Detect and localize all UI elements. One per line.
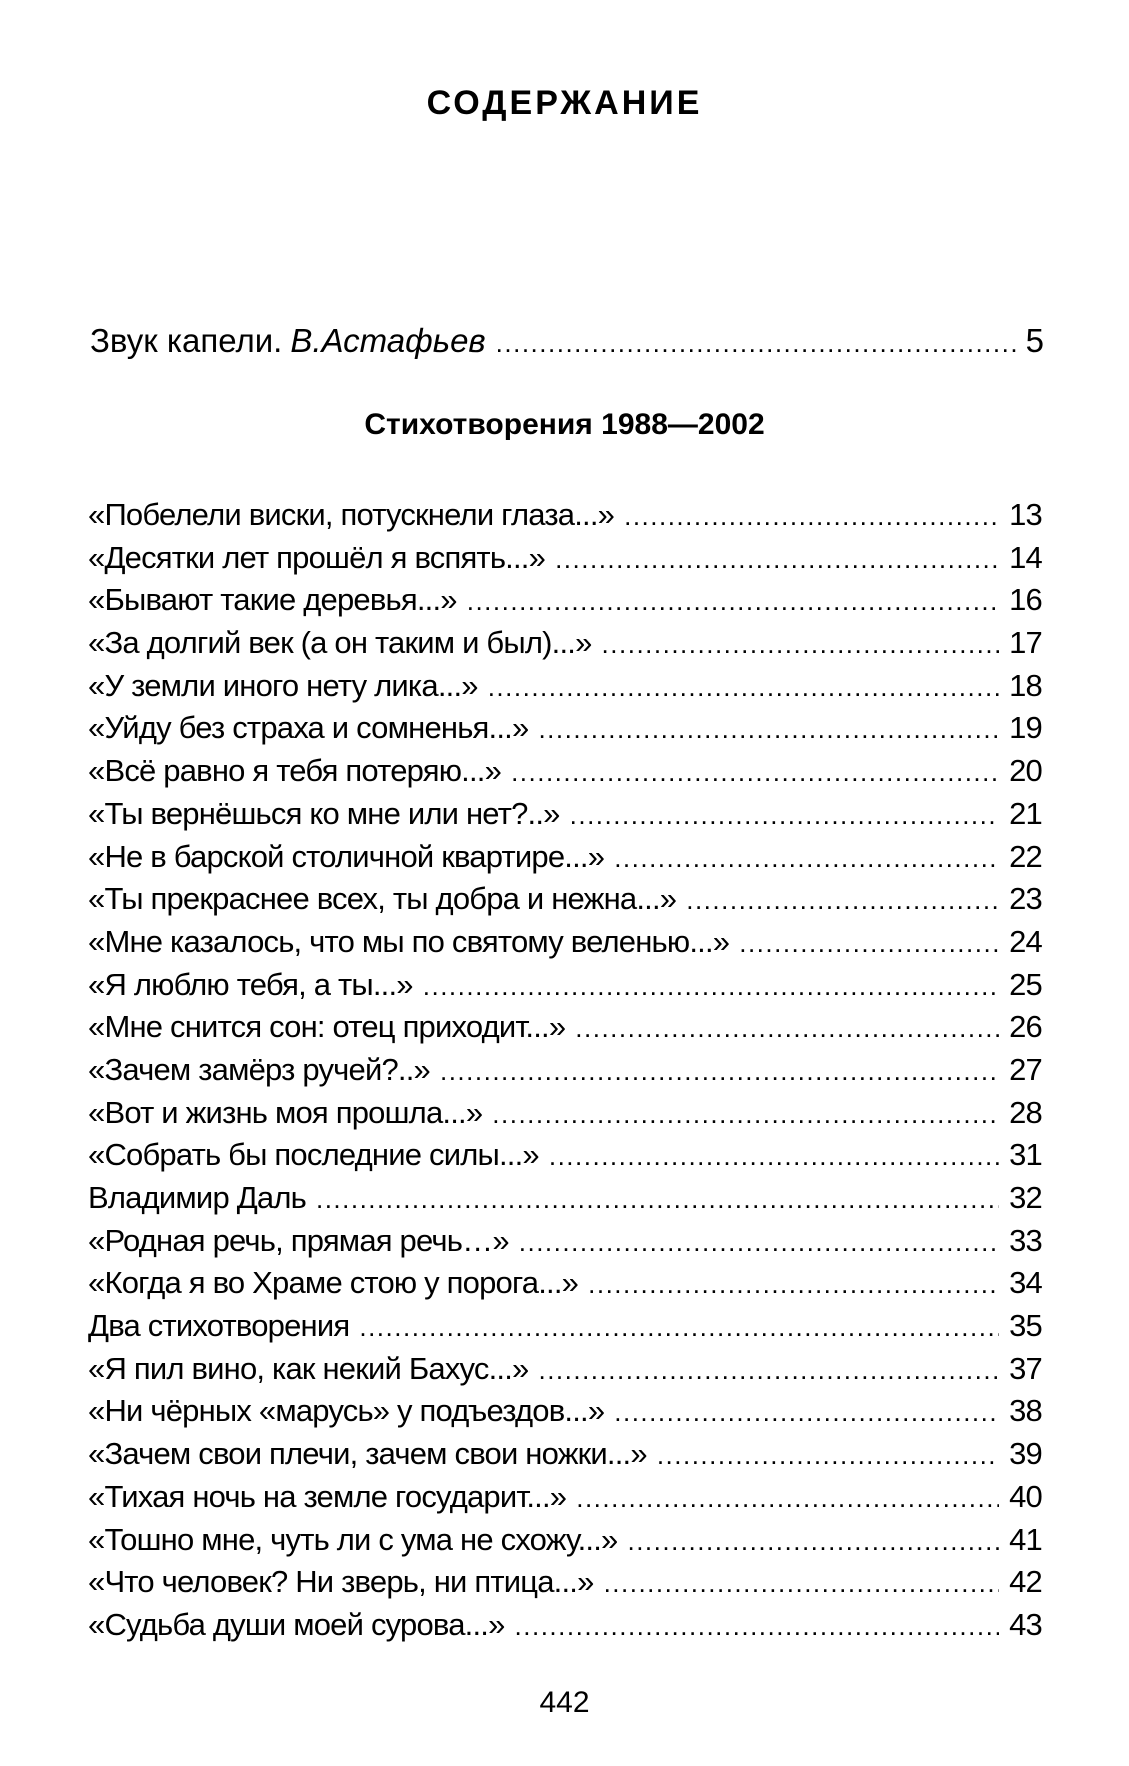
entry-title: «Когда я во Храме стою у порога...» xyxy=(88,1265,579,1301)
toc-entry xyxy=(88,1393,1042,1436)
entry-page-number: 25 xyxy=(1009,966,1042,1002)
entry-page-number: 13 xyxy=(1009,497,1042,532)
toc-entry xyxy=(88,1265,1042,1308)
entry-page-number: 35 xyxy=(1009,1308,1042,1344)
toc-entry xyxy=(88,1095,1042,1138)
entry-title: «Всё равно я тебя потеряю...» xyxy=(88,753,502,789)
entry-page-number: 33 xyxy=(1009,1222,1042,1258)
entry-title: «Ни чёрных «марусь» у подъездов...» xyxy=(88,1393,605,1429)
entry-page-number: 34 xyxy=(1009,1265,1042,1301)
dot-leader xyxy=(492,1099,999,1130)
dot-leader xyxy=(515,1611,1000,1642)
entry-title: «Бывают такие деревья...» xyxy=(88,582,457,618)
entry-page-number: 27 xyxy=(1009,1051,1042,1087)
toc-entry xyxy=(88,625,1042,668)
toc-list xyxy=(88,497,1042,1650)
entry-title: «Что человек? Ни зверь, ни птица...» xyxy=(88,1564,594,1600)
entry-title: «У земли иного нету лика...» xyxy=(88,667,478,703)
entry-title: «Вот и жизнь моя прошла...» xyxy=(88,1094,483,1130)
toc-intro-entry xyxy=(90,322,1044,366)
dot-leader xyxy=(570,800,999,831)
dot-leader xyxy=(604,1568,1000,1599)
intro-page-number: 5 xyxy=(1025,322,1044,359)
entry-title: «Тихая ночь на земле государит...» xyxy=(88,1478,567,1514)
entry-page-number: 24 xyxy=(1009,923,1042,959)
toc-entry xyxy=(88,1137,1042,1180)
dot-leader xyxy=(739,928,999,959)
toc-entry xyxy=(88,497,1042,540)
dot-leader xyxy=(467,586,999,617)
dot-leader xyxy=(316,1184,999,1215)
toc-entry xyxy=(88,1351,1042,1394)
entry-title: «Не в барской столичной квартире...» xyxy=(88,838,605,874)
entry-title: «Зачем свои плечи, зачем свои ножки...» xyxy=(88,1436,647,1472)
entry-title: «Мне снится сон: отец приходит...» xyxy=(88,1009,566,1045)
toc-entry xyxy=(88,668,1042,711)
entry-title: «Я пил вино, как некий Бахус...» xyxy=(88,1350,529,1386)
intro-title: Звук капели. xyxy=(90,322,283,359)
dot-leader xyxy=(575,1013,999,1044)
entry-title: «Зачем замёрз ручей?..» xyxy=(88,1051,430,1087)
entry-title: «Родная речь, прямая речь…» xyxy=(88,1222,509,1258)
toc-entry xyxy=(88,710,1042,753)
entry-page-number: 16 xyxy=(1009,582,1042,618)
dot-leader xyxy=(657,1440,999,1471)
toc-entry xyxy=(88,1479,1042,1522)
entry-page-number: 20 xyxy=(1009,753,1042,789)
entry-page-number: 37 xyxy=(1009,1350,1042,1386)
dot-leader xyxy=(538,1355,999,1386)
page-number-footer: 442 xyxy=(539,1686,590,1719)
toc-entry xyxy=(88,582,1042,625)
toc-entry xyxy=(88,1522,1042,1565)
entry-page-number: 42 xyxy=(1009,1564,1042,1600)
entry-page-number: 18 xyxy=(1009,667,1042,703)
dot-leader xyxy=(488,672,999,703)
entry-page-number: 28 xyxy=(1009,1094,1042,1130)
entry-title: «Уйду без страха и сомненья...» xyxy=(88,710,529,746)
dot-leader xyxy=(614,843,999,874)
toc-entry xyxy=(88,924,1042,967)
dot-leader xyxy=(440,1056,999,1087)
toc-entry xyxy=(88,839,1042,882)
intro-author: В.Астафьев xyxy=(290,322,486,359)
entry-page-number: 19 xyxy=(1009,710,1042,746)
entry-page-number: 23 xyxy=(1009,881,1042,917)
toc-entry xyxy=(88,967,1042,1010)
entry-page-number: 14 xyxy=(1009,539,1042,575)
entry-page-number: 40 xyxy=(1009,1478,1042,1514)
dot-leader xyxy=(686,885,999,916)
entry-title: «Я люблю тебя, а ты...» xyxy=(88,966,413,1002)
dot-leader xyxy=(627,1526,999,1557)
entry-title: Два стихотворения xyxy=(88,1308,350,1344)
entry-page-number: 41 xyxy=(1009,1521,1042,1557)
section-heading: Стихотворения 1988—2002 xyxy=(364,408,765,441)
dot-leader xyxy=(511,757,999,788)
dot-leader xyxy=(423,971,999,1002)
dot-leader xyxy=(614,1397,999,1428)
toc-entry xyxy=(88,881,1042,924)
dot-leader xyxy=(602,629,1000,660)
entry-page-number: 22 xyxy=(1009,838,1042,874)
entry-title: «Ты прекраснее всех, ты добра и нежна...» xyxy=(88,881,677,917)
entry-page-number: 17 xyxy=(1009,625,1042,661)
toc-entry xyxy=(88,1223,1042,1266)
dot-leader xyxy=(519,1227,999,1258)
toc-entry xyxy=(88,796,1042,839)
dot-leader xyxy=(359,1312,999,1343)
entry-page-number: 31 xyxy=(1009,1137,1042,1173)
entry-title: «Ты вернёшься ко мне или нет?..» xyxy=(88,795,560,831)
dot-leader xyxy=(496,328,1016,359)
dot-leader xyxy=(576,1483,999,1514)
dot-leader xyxy=(549,1141,999,1172)
entry-page-number: 21 xyxy=(1009,795,1042,831)
toc-entry xyxy=(88,1436,1042,1479)
entry-page-number: 38 xyxy=(1009,1393,1042,1429)
toc-entry xyxy=(88,1180,1042,1223)
toc-entry xyxy=(88,1009,1042,1052)
toc-entry xyxy=(88,540,1042,583)
entry-page-number: 32 xyxy=(1009,1180,1042,1215)
entry-title: «Мне казалось, что мы по святому веленью...» xyxy=(88,923,730,959)
entry-title: «Побелели виски, потускнели глаза...» xyxy=(88,497,615,532)
entry-title: «Тошно мне, чуть ли с ума не схожу...» xyxy=(88,1521,618,1557)
toc-entry xyxy=(88,1308,1042,1351)
toc-entry xyxy=(88,1052,1042,1095)
entry-page-number: 43 xyxy=(1009,1606,1042,1642)
entry-title: «Десятки лет прошёл я вспять...» xyxy=(88,539,546,575)
dot-leader xyxy=(538,714,999,745)
page-title: СОДЕРЖАНИЕ xyxy=(426,84,703,122)
entry-title: «За долгий век (а он таким и был)...» xyxy=(88,625,592,661)
entry-title: «Судьба души моей сурова...» xyxy=(88,1606,505,1642)
dot-leader xyxy=(555,544,999,575)
entry-title: «Собрать бы последние силы...» xyxy=(88,1137,539,1173)
dot-leader xyxy=(588,1269,999,1300)
toc-entry xyxy=(88,1607,1042,1650)
dot-leader xyxy=(624,501,999,532)
toc-entry xyxy=(88,753,1042,796)
entry-page-number: 26 xyxy=(1009,1009,1042,1045)
toc-entry xyxy=(88,1564,1042,1607)
entry-page-number: 39 xyxy=(1009,1436,1042,1472)
entry-title: Владимир Даль xyxy=(88,1180,306,1215)
